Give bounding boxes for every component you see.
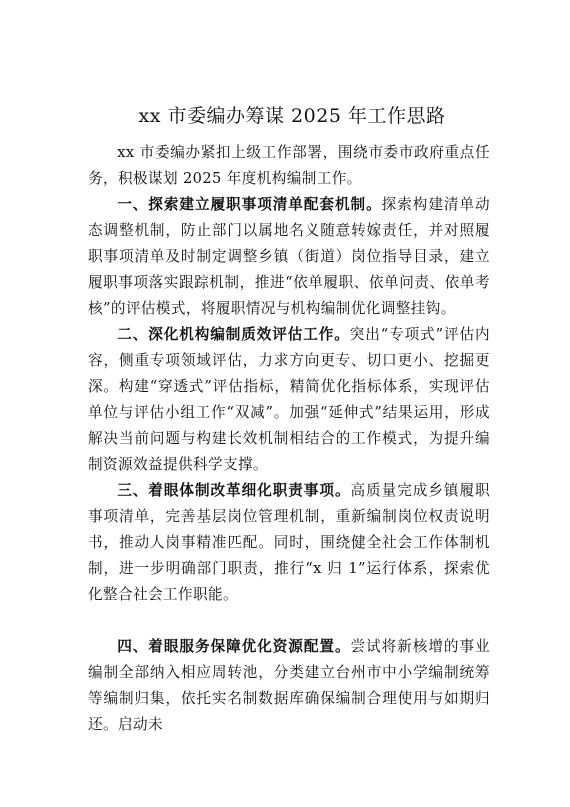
document-title: xx 市委编办筹谋 2025 年工作思路 [138, 105, 446, 127]
intro-paragraph: xx 市委编办紧扣上级工作部署，围绕市委市政府重点任务，积极谋划 2025 年度机构编制工作。 [88, 144, 490, 187]
section-3-body: 高质量完成乡镇履职事项清单，完善基层岗位管理机制，重新编制岗位权责说明书，推动人岗事精准匹配。同时，围绕健全社会工作体制机制，进一步明确部门职责，推行“x 归 1”运行体系，探索优化整合社会工作职能。 [88, 482, 490, 603]
section-1-heading: 一、探索建立履职事项清单配套机制。 [117, 196, 382, 213]
section-4-paragraph [88, 634, 490, 738]
section-4-body: 尝试将新核增的事业编制全部纳入相应周转池，分类建立台州市中小学编制统筹等编制归集，依托实名制数据库确保编制合理使用与如期归还。启动未 [88, 638, 490, 733]
section-2-paragraph [88, 322, 490, 478]
section-1-body: 探索构建清单动态调整机制，防止部门以属地名义随意转嫁责任，并对照履职事项清单及时制定调整乡镇（街道）岗位指导目录，建立履职事项落实跟踪机制，推进“依单履职、依单问责、依单考核”的评估模式，将履职情况与机构编制优化调整挂钩。 [88, 196, 490, 317]
section-2-heading: 二、深化机构编制质效评估工作。 [117, 326, 350, 343]
section-3-heading: 三、着眼体制改革细化职责事项。 [117, 482, 351, 499]
section-1-paragraph [88, 192, 490, 322]
section-3-paragraph [88, 478, 490, 608]
section-2-body: 突出“专项式”评估内容，侧重专项领域评估，力求方向更专、切口更小、挖掘更深。构建“穿透式”评估指标，精简优化指标体系，实现评估单位与评估小组工作“双减”。加强“延伸式”结果运用，形成解决当前问题与构建长效机制相结合的工作模式，为提升编制资源效益提供科学支撑。 [88, 326, 490, 473]
section-4-heading: 四、着眼服务保障优化资源配置。 [117, 638, 351, 655]
